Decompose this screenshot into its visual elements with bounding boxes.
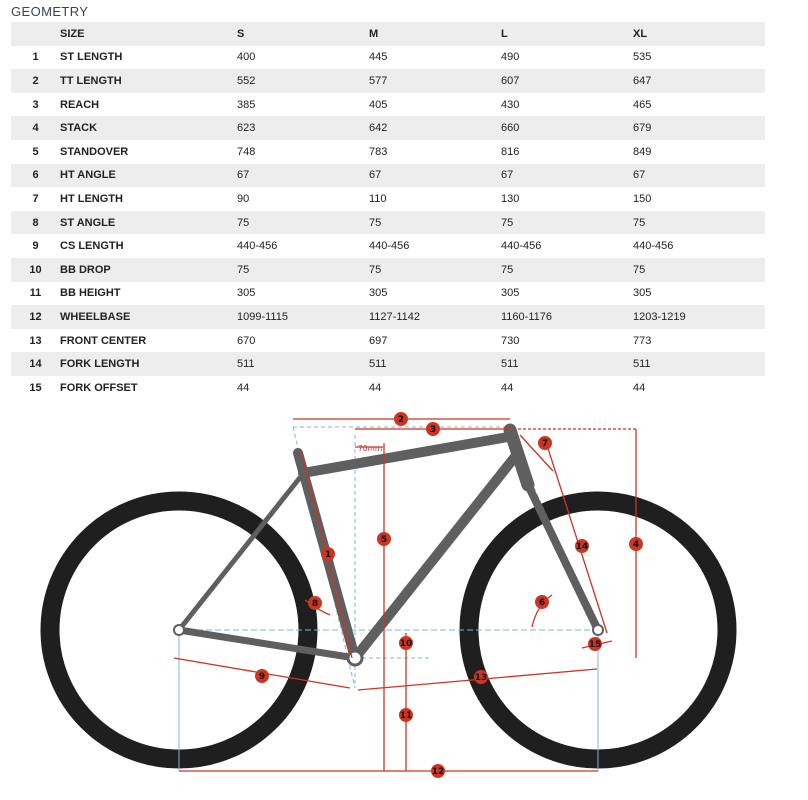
cell-m: 511 — [369, 352, 501, 376]
cell-l: 305 — [501, 282, 633, 306]
cell-m: 440-456 — [369, 234, 501, 258]
cell-xl: 511 — [633, 352, 765, 376]
bike-geometry-diagram — [0, 405, 808, 800]
cell-xl: 535 — [633, 46, 765, 70]
row-label: ST LENGTH — [60, 46, 237, 70]
cell-m: 697 — [369, 329, 501, 353]
row-label: BB DROP — [60, 258, 237, 282]
cell-s: 305 — [237, 282, 369, 306]
row-number: 10 — [11, 258, 60, 282]
cell-m: 783 — [369, 140, 501, 164]
cell-m: 110 — [369, 187, 501, 211]
cell-l: 660 — [501, 116, 633, 140]
row-number: 12 — [11, 305, 60, 329]
cell-s: 440-456 — [237, 234, 369, 258]
table-row — [11, 187, 765, 211]
dimension-badge-label: 7 — [541, 439, 549, 450]
dimension-badge-label: 10 — [399, 639, 413, 650]
row-number: 14 — [11, 352, 60, 376]
row-number: 7 — [11, 187, 60, 211]
header-cell: S — [237, 22, 369, 46]
row-number: 8 — [11, 211, 60, 235]
cell-l: 44 — [501, 376, 633, 400]
row-label: TT LENGTH — [60, 69, 237, 93]
cell-xl: 1203-1219 — [633, 305, 765, 329]
cell-m: 642 — [369, 116, 501, 140]
cell-s: 44 — [237, 376, 369, 400]
dimension-badge-label: 15 — [588, 640, 602, 651]
cell-s: 90 — [237, 187, 369, 211]
row-number: 6 — [11, 164, 60, 188]
cell-l: 75 — [501, 211, 633, 235]
table-row — [11, 376, 765, 400]
dimension-badge-label: 9 — [258, 672, 266, 683]
row-label: STANDOVER — [60, 140, 237, 164]
row-number: 13 — [11, 329, 60, 353]
header-cell: L — [501, 22, 633, 46]
table-row — [11, 69, 765, 93]
row-label: CS LENGTH — [60, 234, 237, 258]
dimension-badge-label: 3 — [429, 425, 437, 436]
table-row — [11, 234, 765, 258]
table-row — [11, 352, 765, 376]
cell-s: 385 — [237, 93, 369, 117]
row-label: WHEELBASE — [60, 305, 237, 329]
page-title: GEOMETRY — [11, 4, 89, 19]
bottom-bracket — [348, 651, 362, 665]
dimension-badge-label: 8 — [311, 599, 319, 610]
cell-s: 670 — [237, 329, 369, 353]
cell-xl: 647 — [633, 69, 765, 93]
cell-l: 440-456 — [501, 234, 633, 258]
cell-m: 577 — [369, 69, 501, 93]
cell-xl: 75 — [633, 258, 765, 282]
dimension-badge-label: 13 — [474, 673, 488, 684]
row-label: FRONT CENTER — [60, 329, 237, 353]
row-number: 11 — [11, 282, 60, 306]
cell-l: 490 — [501, 46, 633, 70]
table-row — [11, 93, 765, 117]
guide-lines — [179, 427, 598, 771]
cell-s: 552 — [237, 69, 369, 93]
cell-m: 75 — [369, 258, 501, 282]
cell-s: 67 — [237, 164, 369, 188]
cell-l: 1160-1176 — [501, 305, 633, 329]
table-row — [11, 282, 765, 306]
dimension-badge-label: 1 — [324, 550, 332, 561]
cell-xl: 773 — [633, 329, 765, 353]
row-label: BB HEIGHT — [60, 282, 237, 306]
cell-s: 748 — [237, 140, 369, 164]
table-header-row — [11, 22, 765, 46]
cell-s: 623 — [237, 116, 369, 140]
dimension-badge-label: 4 — [632, 540, 640, 551]
row-label: STACK — [60, 116, 237, 140]
row-label: FORK OFFSET — [60, 376, 237, 400]
dimension-badge-label: 12 — [431, 767, 445, 778]
table-row — [11, 116, 765, 140]
cell-xl: 150 — [633, 187, 765, 211]
cell-xl: 67 — [633, 164, 765, 188]
cell-l: 607 — [501, 69, 633, 93]
cell-xl: 305 — [633, 282, 765, 306]
cell-m: 75 — [369, 211, 501, 235]
cell-xl: 679 — [633, 116, 765, 140]
dimension-badge-label: 2 — [397, 415, 405, 426]
table-row — [11, 140, 765, 164]
row-number: 4 — [11, 116, 60, 140]
table-row — [11, 164, 765, 188]
row-label: HT LENGTH — [60, 187, 237, 211]
row-number: 1 — [11, 46, 60, 70]
cell-xl: 440-456 — [633, 234, 765, 258]
row-label: HT ANGLE — [60, 164, 237, 188]
row-number: 3 — [11, 93, 60, 117]
table-row — [11, 258, 765, 282]
header-cell: SIZE — [60, 22, 237, 46]
row-number: 2 — [11, 69, 60, 93]
cell-l: 130 — [501, 187, 633, 211]
cell-l: 75 — [501, 258, 633, 282]
row-number: 5 — [11, 140, 60, 164]
table-row — [11, 305, 765, 329]
rear-hub — [174, 625, 184, 635]
row-label: FORK LENGTH — [60, 352, 237, 376]
cell-s: 400 — [237, 46, 369, 70]
header-cell — [11, 22, 60, 46]
cell-m: 67 — [369, 164, 501, 188]
table-row — [11, 329, 765, 353]
dimension-badge-label: 11 — [399, 711, 413, 722]
table-row — [11, 46, 765, 70]
row-number: 9 — [11, 234, 60, 258]
front-hub — [593, 625, 603, 635]
cell-s: 75 — [237, 258, 369, 282]
table-row — [11, 211, 765, 235]
seat-offset-label: 70mm — [358, 444, 383, 453]
cell-s: 1099-1115 — [237, 305, 369, 329]
cell-m: 405 — [369, 93, 501, 117]
row-label: REACH — [60, 93, 237, 117]
cell-m: 44 — [369, 376, 501, 400]
cell-m: 445 — [369, 46, 501, 70]
dimension-badge-label: 6 — [538, 598, 546, 609]
cell-l: 430 — [501, 93, 633, 117]
cell-xl: 44 — [633, 376, 765, 400]
cell-m: 305 — [369, 282, 501, 306]
cell-s: 511 — [237, 352, 369, 376]
header-cell: M — [369, 22, 501, 46]
dimension-badge-label: 5 — [380, 535, 388, 546]
cell-m: 1127-1142 — [369, 305, 501, 329]
cell-s: 75 — [237, 211, 369, 235]
cell-xl: 75 — [633, 211, 765, 235]
dimension-badge-label: 14 — [575, 542, 589, 553]
cell-l: 730 — [501, 329, 633, 353]
row-number: 15 — [11, 376, 60, 400]
cell-l: 67 — [501, 164, 633, 188]
row-label: ST ANGLE — [60, 211, 237, 235]
cell-xl: 465 — [633, 93, 765, 117]
cell-xl: 849 — [633, 140, 765, 164]
geometry-table — [11, 22, 765, 400]
header-cell: XL — [633, 22, 765, 46]
cell-l: 511 — [501, 352, 633, 376]
cell-l: 816 — [501, 140, 633, 164]
